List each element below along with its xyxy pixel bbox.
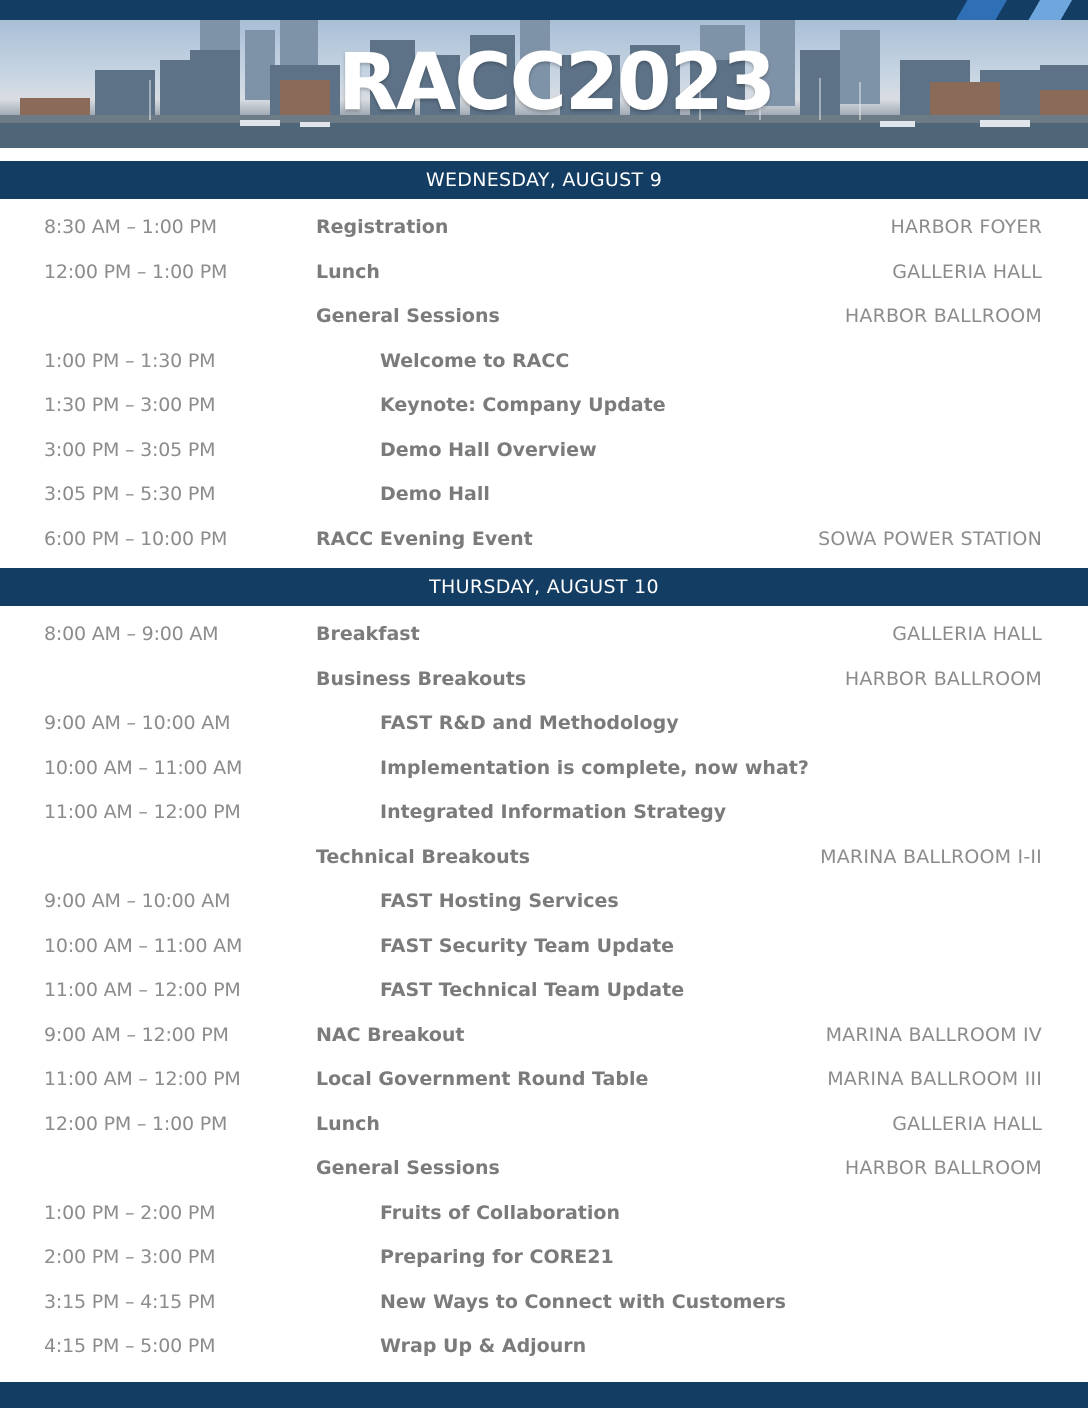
schedule-subitem [0,385,1088,425]
schedule-subitem [0,1237,1088,1277]
session-time: 11:00 AM – 12:00 PM [44,801,241,823]
session-title: Keynote: Company Update [380,394,666,416]
schedule-item [0,1148,1088,1188]
session-location: MARINA BALLROOM III [827,1068,1042,1090]
session-location: GALLERIA HALL [892,260,1042,283]
schedule-subitem [0,430,1088,470]
session-title: Lunch [316,260,380,283]
session-time: 1:30 PM – 3:00 PM [44,394,216,416]
session-time: 6:00 PM – 10:00 PM [44,527,228,550]
session-title: NAC Breakout [316,1023,465,1046]
schedule-subitem [0,703,1088,743]
session-title: General Sessions [316,1157,500,1179]
session-title: FAST Security Team Update [380,934,675,957]
schedule-item [0,1015,1088,1055]
schedule-subitem [0,970,1088,1010]
schedule-subitem [0,881,1088,921]
session-title: Integrated Information Strategy [380,801,727,823]
session-title: Preparing for CORE21 [380,1246,614,1268]
schedule-subitem [0,1282,1088,1322]
accent-stripe-light [1008,0,1088,20]
session-time: 9:00 AM – 10:00 AM [44,890,231,912]
session-title: Registration [316,216,449,238]
session-time: 9:00 AM – 12:00 PM [44,1023,229,1046]
schedule-item [0,296,1088,336]
session-location: GALLERIA HALL [892,1112,1042,1135]
schedule-subitem [0,1193,1088,1233]
session-title: Business Breakouts [316,667,527,690]
session-time: 3:00 PM – 3:05 PM [44,438,216,461]
session-location: HARBOR BALLROOM [844,667,1042,690]
session-location: HARBOR BALLROOM [844,305,1042,327]
session-time: 12:00 PM – 1:00 PM [44,1112,228,1135]
session-title: General Sessions [316,305,500,327]
schedule-item [0,659,1088,699]
session-title: Fruits of Collaboration [380,1201,620,1224]
session-location: HARBOR BALLROOM [844,1157,1042,1179]
session-location: HARBOR FOYER [890,216,1042,238]
session-time: 1:00 PM – 2:00 PM [44,1201,216,1224]
session-time: 10:00 AM – 11:00 AM [44,934,243,957]
schedule-subitem [0,1326,1088,1366]
session-title: Wrap Up & Adjourn [380,1335,587,1357]
session-title: FAST Hosting Services [380,890,619,912]
schedule-item [0,1059,1088,1099]
schedule-item [0,252,1088,292]
schedule-item [0,614,1088,654]
session-time: 4:15 PM – 5:00 PM [44,1335,216,1357]
session-title: New Ways to Connect with Customers [380,1290,786,1313]
schedule-item [0,519,1088,559]
session-title: Technical Breakouts [316,845,531,868]
session-title: Demo Hall [380,483,490,505]
schedule-subitem [0,341,1088,381]
session-time: 11:00 AM – 12:00 PM [44,979,241,1001]
session-title: Local Government Round Table [316,1068,649,1090]
schedule-subitem [0,926,1088,966]
session-time: 1:00 PM – 1:30 PM [44,349,216,372]
session-title: Implementation is complete, now what? [380,756,809,779]
session-time: 9:00 AM – 10:00 AM [44,712,231,734]
schedule-item [0,837,1088,877]
session-title: FAST Technical Team Update [380,979,685,1001]
schedule-subitem [0,474,1088,514]
day-header: THURSDAY, AUGUST 10 [0,568,1088,606]
session-title: FAST R&D and Methodology [380,712,679,734]
session-location: GALLERIA HALL [892,623,1042,645]
schedule-item [0,1104,1088,1144]
session-location: MARINA BALLROOM IV [825,1023,1042,1046]
day-header: WEDNESDAY, AUGUST 9 [0,161,1088,199]
session-title: Lunch [316,1112,380,1135]
footer-band [0,1382,1088,1408]
session-time: 8:30 AM – 1:00 PM [44,216,217,238]
session-title: Demo Hall Overview [380,438,597,461]
schedule-item [0,207,1088,247]
session-time: 10:00 AM – 11:00 AM [44,756,243,779]
session-time: 12:00 PM – 1:00 PM [44,260,228,283]
session-location: SOWA POWER STATION [818,527,1042,550]
session-time: 2:00 PM – 3:00 PM [44,1246,216,1268]
top-band [0,0,1088,20]
session-title: Breakfast [316,623,420,645]
session-location: MARINA BALLROOM I-II [820,845,1042,868]
skyline-banner [0,20,1088,148]
session-time: 11:00 AM – 12:00 PM [44,1068,241,1090]
schedule-subitem [0,748,1088,788]
conference-logo: RACC2023 [338,38,775,128]
schedule-subitem [0,792,1088,832]
session-time: 3:05 PM – 5:30 PM [44,483,216,505]
session-time: 3:15 PM – 4:15 PM [44,1290,216,1313]
session-time: 8:00 AM – 9:00 AM [44,623,219,645]
session-title: Welcome to RACC [380,349,570,372]
session-title: RACC Evening Event [316,527,533,550]
